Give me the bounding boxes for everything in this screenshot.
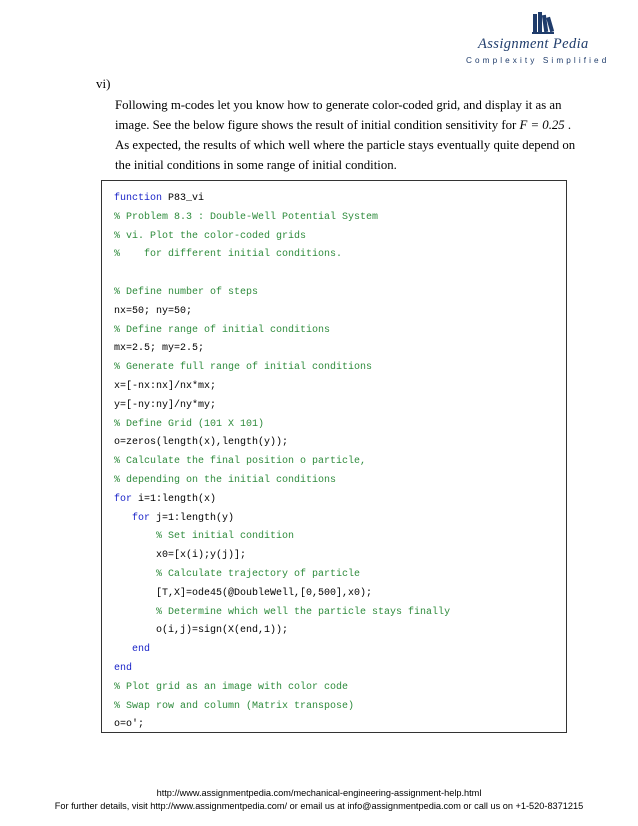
code-line (114, 716, 450, 735)
code-text (114, 644, 132, 655)
code-line (114, 604, 450, 623)
code-line (114, 284, 450, 303)
code-line (114, 322, 450, 341)
intro-paragraph (115, 95, 576, 175)
footer-url: http://www.assignmentpedia.com/mechanical-engineering-assignment-help.html (156, 788, 482, 798)
code-text (114, 531, 156, 542)
code-line (114, 359, 450, 378)
code-line (114, 566, 450, 585)
code-line (114, 491, 450, 510)
code-line (114, 340, 450, 359)
code-text: [T,X]=ode45(@DoubleWell,[0,500],x0); (114, 587, 373, 599)
logo-tagline: Complexity Simplified (466, 56, 610, 65)
code-listing-box (101, 180, 567, 733)
code-comment: % Set initial condition (156, 531, 295, 543)
code-text (114, 607, 156, 618)
code-keyword: end (114, 662, 133, 674)
code-comment: % Define range of initial conditions (114, 324, 331, 336)
equation: F = 0.25 (519, 118, 565, 132)
code-text (114, 513, 132, 524)
code-line (114, 378, 450, 397)
code-text: x0=[x(i);y(j)]; (114, 550, 247, 562)
code-listing (114, 190, 450, 735)
code-text: x=[-nx:nx]/nx*mx; (114, 380, 217, 392)
code-comment: % Generate full range of initial conditions (114, 362, 373, 374)
section-label: vi) (96, 76, 111, 91)
code-line (114, 585, 450, 604)
paragraph-line-1: Following m-codes let you know how to generate color-coded grid, and display it as an (115, 98, 562, 112)
code-line (114, 510, 450, 529)
code-keyword: for (132, 512, 151, 524)
code-line (114, 679, 450, 698)
code-line (114, 228, 450, 247)
paragraph-line-3: As expected, the results of which well where the particle stays eventually quite depend on (115, 138, 576, 152)
code-comment: % Calculate the final position o particle, (114, 456, 367, 468)
paragraph-line-2-text: image. See the below figure shows the result of initial condition sensitivity for (115, 118, 520, 132)
code-comment: % Problem 8.3 : Double-Well Potential System (114, 211, 379, 223)
code-comment: % vi. Plot the color-coded grids (114, 230, 307, 242)
code-line (114, 209, 450, 228)
code-line (114, 698, 450, 717)
code-comment: % for different initial conditions. (114, 249, 343, 261)
code-keyword: for (114, 493, 133, 505)
code-comment: % Define number of steps (114, 286, 259, 298)
code-line (114, 472, 450, 491)
code-text: y=[-ny:ny]/ny*my; (114, 399, 217, 411)
code-line (114, 397, 450, 416)
code-text: o=zeros(length(x),length(y)); (114, 437, 289, 449)
code-text (114, 569, 156, 580)
code-line (114, 434, 450, 453)
code-line (114, 303, 450, 322)
footer-contact: For further details, visit http://www.assignmentpedia.com/ or email us at info@assignmentpedia.com or call us on +1-520-8371215 (54, 801, 584, 811)
code-text: nx=50; ny=50; (114, 305, 193, 317)
code-line (114, 246, 450, 265)
logo-name: Assignment Pedia (478, 36, 589, 52)
code-text: P83_vi (162, 193, 205, 204)
code-line (114, 265, 450, 284)
code-text: mx=2.5; my=2.5; (114, 343, 205, 355)
code-line (114, 547, 450, 566)
code-text: j=1:length(y) (150, 512, 235, 524)
code-text: o(i,j)=sign(X(end,1)); (114, 625, 289, 637)
code-keyword: end (132, 644, 151, 656)
code-line (114, 641, 450, 660)
code-text: i=1:length(x) (132, 493, 217, 505)
code-comment: % Swap row and column (Matrix transpose) (114, 700, 355, 712)
books-logo-icon (530, 10, 556, 36)
code-line (114, 416, 450, 435)
code-line (114, 528, 450, 547)
paragraph-line-4: the initial conditions in some range of initial condition. (115, 158, 397, 172)
code-text: o=o'; (114, 719, 145, 731)
code-comment: % Plot grid as an image with color code (114, 681, 349, 693)
code-keyword: function (114, 193, 163, 204)
code-comment: % depending on the initial conditions (114, 474, 337, 486)
code-line (114, 660, 450, 679)
code-comment: % Calculate trajectory of particle (156, 568, 361, 580)
code-comment: % Define Grid (101 X 101) (114, 418, 265, 430)
code-comment: % Determine which well the particle stays finally (156, 606, 451, 618)
code-line (114, 453, 450, 472)
paragraph-line-2-end: . (564, 118, 572, 132)
code-line (114, 622, 450, 641)
assignmentpedia-logo (458, 10, 628, 70)
code-line (114, 190, 450, 209)
paragraph-line-2 (115, 115, 572, 135)
